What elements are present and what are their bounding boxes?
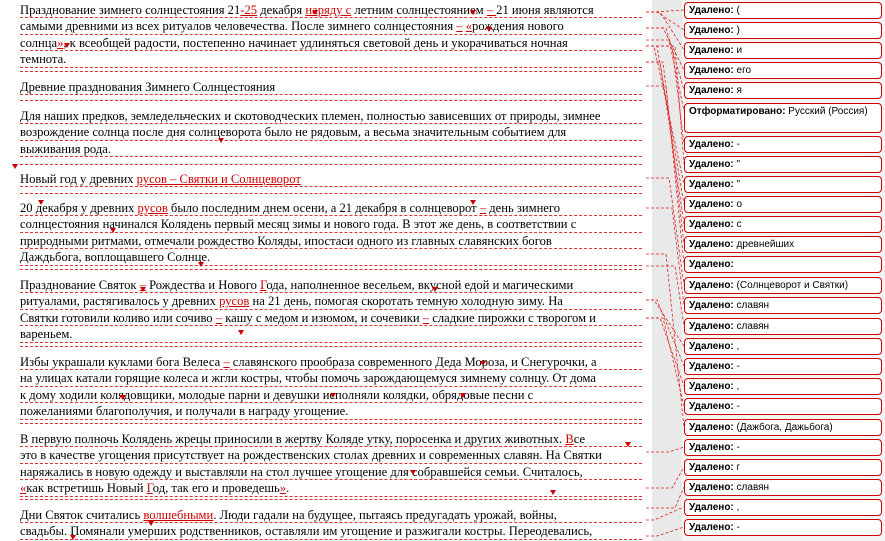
- text-line[interactable]: [20, 201, 642, 216]
- paragraph[interactable]: [20, 80, 642, 96]
- tracked-insertion: –: [479, 201, 487, 215]
- text-run: выживания рода.: [20, 141, 112, 156]
- text-line[interactable]: [20, 172, 642, 187]
- text-line[interactable]: [20, 294, 642, 309]
- text-line[interactable]: [20, 19, 642, 34]
- text-run: Празднование зимнего солнцестояния 21: [20, 3, 241, 17]
- tracked-insertion: –: [223, 355, 230, 369]
- text-run: Избы украшали куклами бога Велеса: [20, 355, 224, 369]
- balloon-value: -: [733, 361, 740, 372]
- text-line[interactable]: [20, 355, 642, 370]
- text-run: сладкие пирожки с творогом и: [429, 310, 596, 325]
- balloon-label: Удалено:: [689, 85, 734, 96]
- paragraph[interactable]: [20, 3, 642, 69]
- deletion-marker-icon[interactable]: [330, 393, 336, 398]
- deletion-balloon[interactable]: [684, 156, 882, 173]
- tracked-insertion: -25: [240, 3, 258, 17]
- deletion-marker-icon[interactable]: [460, 393, 466, 398]
- paragraph[interactable]: [20, 432, 642, 498]
- text-run: . Люди гадали на будущее, пытаясь предугадать урожай, войны,: [213, 508, 557, 522]
- deletion-marker-icon[interactable]: [470, 200, 476, 205]
- balloon-value: (Солнцеворот и Святки): [733, 280, 849, 291]
- text-run: темнота.: [20, 52, 67, 67]
- balloon-value: -: [733, 139, 740, 150]
- deletion-balloon[interactable]: [684, 42, 882, 59]
- balloon-label: Удалено:: [689, 401, 734, 412]
- balloon-value: -: [733, 442, 740, 453]
- balloon-value: я: [733, 85, 742, 96]
- text-run: солнцестояния начинался Колядень первый месяц зимы и нового года. В этот же день, в соответствии с: [20, 217, 577, 232]
- deletion-balloon[interactable]: [684, 439, 882, 456]
- balloon-value: -: [733, 522, 740, 533]
- text-line[interactable]: [20, 448, 642, 463]
- balloon-value: (Дажбога, Дажьбога): [733, 422, 833, 433]
- balloon-value: ": [733, 179, 741, 190]
- balloon-label: Удалено:: [689, 179, 734, 190]
- paragraph[interactable]: [20, 508, 642, 541]
- text-run: Для наших предков, земледельческих и скотоводческих племен, полностью зависевших от природы, зимнее: [20, 109, 601, 123]
- deletion-balloon[interactable]: [684, 398, 882, 415]
- text-run: Новый год у древних: [20, 172, 137, 186]
- balloon-label: Удалено:: [689, 259, 734, 270]
- text-run: к дому ходили колядовщики, молодые парни и девушки исполняли колядки, обрядовые песни с: [20, 387, 534, 402]
- balloon-value: и: [733, 45, 743, 56]
- balloon-label: Удалено:: [689, 280, 734, 291]
- deletion-marker-icon[interactable]: [625, 442, 631, 447]
- deletion-marker-icon[interactable]: [12, 164, 18, 169]
- text-line[interactable]: [20, 404, 642, 419]
- text-run: ода, наполненное весельем, вкусной едой и магическими: [266, 278, 574, 292]
- deletion-balloon[interactable]: [684, 216, 882, 233]
- balloon-value: славян: [733, 300, 770, 311]
- deletion-balloon[interactable]: [684, 256, 882, 273]
- markup-gutter: [652, 0, 682, 541]
- empty-paragraph[interactable]: [20, 163, 642, 165]
- balloon-label: Удалено:: [689, 5, 734, 16]
- balloon-label: Удалено:: [689, 361, 734, 372]
- tracked-insertion: Г: [146, 481, 153, 496]
- text-line[interactable]: [20, 524, 642, 539]
- text-line[interactable]: [20, 250, 642, 265]
- text-run: , к всеобщей радости, постепенно начинает удлиняться световой день и укорачиваться ночная: [63, 35, 568, 50]
- deletion-marker-icon[interactable]: [70, 535, 76, 540]
- text-run: это в качестве угощения присутствует на рождественских столах древних и современных славян. На Святки: [20, 448, 602, 463]
- text-run: 20 декабря у древних: [20, 201, 138, 215]
- deletion-marker-icon[interactable]: [120, 395, 126, 400]
- text-run: на 21 день, помогая скоротать темную холодную зиму. На: [249, 294, 563, 309]
- text-run: летним солнцестоянием: [351, 3, 487, 17]
- balloon-value: ": [733, 159, 741, 170]
- balloon-label: Удалено:: [689, 381, 734, 392]
- deletion-marker-icon[interactable]: [480, 361, 486, 366]
- text-run: Празднование Святок: [20, 278, 140, 292]
- deletion-marker-icon[interactable]: [410, 470, 416, 475]
- tracked-insertion: В: [565, 432, 574, 446]
- text-line[interactable]: [20, 508, 642, 523]
- text-run: рождения нового: [472, 19, 564, 34]
- balloon-value: -: [733, 401, 740, 412]
- text-line[interactable]: [20, 465, 642, 480]
- tracked-insertion: –: [215, 310, 223, 325]
- text-run: кашу с медом и изюмом, и сочевики: [222, 310, 423, 325]
- empty-paragraph[interactable]: [20, 345, 642, 347]
- text-run: солнца: [20, 35, 58, 50]
- paragraph[interactable]: [20, 201, 642, 267]
- balloon-value: ,: [733, 381, 740, 392]
- deletion-marker-icon[interactable]: [470, 10, 476, 15]
- text-run: природными ритмами, отмечали рождество Коляды, ипостаси одного из главных славянских богов: [20, 233, 552, 248]
- deletion-balloon[interactable]: [684, 459, 882, 476]
- balloon-label: Удалено:: [689, 219, 734, 230]
- text-run: вареньем.: [20, 327, 73, 342]
- balloon-value: г: [733, 462, 741, 473]
- text-run: свадьбы. Помянали умерших родственников, оставляли им угощение и разжигали костры. Переодевались,: [20, 524, 593, 539]
- balloon-label: Удалено:: [689, 139, 734, 150]
- balloon-label: Отформатировано:: [689, 106, 786, 117]
- tracked-insertion: «: [465, 19, 473, 34]
- balloon-label: Удалено:: [689, 442, 734, 453]
- balloon-value: славян: [733, 482, 770, 493]
- balloon-label: Удалено:: [689, 341, 734, 352]
- tracked-insertion: »: [279, 481, 287, 496]
- format-change-balloon[interactable]: [684, 103, 882, 133]
- balloon-label: Удалено:: [689, 502, 734, 513]
- text-line[interactable]: [20, 142, 642, 157]
- tracked-insertion: Г: [260, 278, 267, 292]
- balloon-label: Удалено:: [689, 199, 734, 210]
- paragraph[interactable]: [20, 278, 642, 344]
- text-line[interactable]: [20, 36, 642, 51]
- text-run: славянского прообраза современного Деда Мороза, и Снегурочки, а: [229, 355, 597, 369]
- deletion-balloon[interactable]: [684, 62, 882, 79]
- text-line[interactable]: [20, 80, 642, 95]
- balloon-label: Удалено:: [689, 239, 734, 250]
- text-run: наряжались в новую одежду и выставляли на стол лучшее угощение для собравшейся семьи. Считалось,: [20, 464, 583, 479]
- balloon-value: (: [733, 5, 740, 16]
- empty-paragraph[interactable]: [20, 70, 642, 72]
- empty-paragraph[interactable]: [20, 498, 642, 500]
- deletion-marker-icon[interactable]: [432, 287, 438, 292]
- text-run: было последним днем осени, а 21 декабря в солнцеворот: [167, 201, 480, 215]
- balloon-value: древнейших: [733, 239, 795, 250]
- deletion-marker-icon[interactable]: [38, 200, 44, 205]
- deletion-balloon[interactable]: [684, 519, 882, 536]
- deletion-balloon[interactable]: [684, 176, 882, 193]
- deletion-marker-icon[interactable]: [486, 27, 492, 32]
- tracked-insertion: русов: [137, 201, 168, 215]
- tracked-insertion: «: [20, 481, 27, 496]
- deletion-balloon[interactable]: [684, 82, 882, 99]
- text-run: од, так его и проведешь: [152, 481, 280, 496]
- text-run: ритуалами, растягивалось у древних: [20, 294, 220, 309]
- text-run: день зимнего: [486, 201, 561, 215]
- text-run: пожеланиями благополучия, и получали в награду угощение.: [20, 404, 349, 419]
- deletion-balloon[interactable]: [684, 236, 882, 253]
- text-run: декабря: [257, 3, 306, 17]
- text-line[interactable]: [20, 371, 642, 386]
- balloon-value: его: [733, 65, 752, 76]
- text-line[interactable]: [20, 278, 642, 293]
- balloon-value: о: [733, 199, 743, 210]
- deletion-marker-icon[interactable]: [64, 43, 70, 48]
- text-line[interactable]: [20, 125, 642, 140]
- deletion-marker-icon[interactable]: [238, 330, 244, 335]
- text-line[interactable]: [20, 234, 642, 249]
- text-line[interactable]: [20, 52, 642, 67]
- text-run: Древние празднования Зимнего Солнцестояния: [20, 80, 276, 94]
- text-run: Святки готовили коливо или сочиво: [20, 310, 216, 325]
- deletion-marker-icon[interactable]: [198, 262, 204, 267]
- tracked-insertion: наряду с: [305, 3, 352, 17]
- text-run: как встретишь Новый: [26, 481, 147, 496]
- deletion-balloon[interactable]: [684, 318, 882, 335]
- balloon-value: славян: [733, 321, 770, 332]
- paragraph[interactable]: [20, 355, 642, 421]
- text-line[interactable]: [20, 311, 642, 326]
- balloon-value: ): [733, 25, 740, 36]
- paragraph[interactable]: [20, 109, 642, 158]
- deletion-marker-icon[interactable]: [550, 490, 556, 495]
- text-run: возрождение солнца после дня солнцеворота было не рядовым, а весьма значительным событием для: [20, 125, 567, 140]
- text-run: 21 июня являются: [496, 3, 594, 17]
- balloon-label: Удалено:: [689, 159, 734, 170]
- empty-paragraph[interactable]: [20, 99, 642, 101]
- tracked-insertion: –: [422, 310, 430, 325]
- balloon-value: Русский (Россия): [785, 106, 868, 117]
- tracked-insertion: –: [456, 19, 463, 34]
- balloon-label: Удалено:: [689, 422, 734, 433]
- balloon-label: Удалено:: [689, 65, 734, 76]
- deletion-balloon[interactable]: [684, 499, 882, 516]
- balloon-value: ,: [733, 502, 740, 513]
- text-line[interactable]: [20, 432, 642, 447]
- balloon-label: Удалено:: [689, 25, 734, 36]
- text-run: самыми древними из всех ритуалов человечества. После зимнего солнцестояния: [20, 19, 457, 34]
- paragraph[interactable]: [20, 172, 642, 188]
- text-line[interactable]: [20, 481, 642, 496]
- deletion-balloon[interactable]: [684, 419, 882, 436]
- deletion-balloon[interactable]: [684, 297, 882, 314]
- text-run: Дни Святок считались: [20, 508, 144, 522]
- text-run: Рождества и Нового: [145, 278, 261, 292]
- tracked-insertion: русов: [219, 294, 250, 309]
- deletion-marker-icon[interactable]: [140, 287, 146, 292]
- balloon-label: Удалено:: [689, 321, 734, 332]
- deletion-balloon[interactable]: [684, 2, 882, 19]
- text-run: В первую полночь Колядень жрецы приносили в жертву Коляде утку, поросенка и других животных.: [20, 432, 566, 446]
- tracked-insertion: »: [57, 35, 64, 50]
- tracked-insertion: русов – Святки и Солнцеворот: [136, 172, 301, 186]
- tracked-insertion: –: [486, 3, 497, 17]
- deletion-balloon[interactable]: [684, 338, 882, 355]
- deletion-balloon[interactable]: [684, 378, 882, 395]
- balloon-value: с: [733, 219, 742, 230]
- balloon-label: Удалено:: [689, 482, 734, 493]
- deletion-balloon[interactable]: [684, 277, 882, 294]
- balloon-label: Удалено:: [689, 45, 734, 56]
- text-line[interactable]: [20, 3, 642, 18]
- empty-paragraph[interactable]: [20, 268, 642, 270]
- tracked-insertion: –: [139, 278, 146, 292]
- balloon-label: Удалено:: [689, 522, 734, 533]
- deletion-marker-icon[interactable]: [148, 521, 154, 526]
- deletion-balloon[interactable]: [684, 136, 882, 153]
- deletion-marker-icon[interactable]: [110, 228, 116, 233]
- text-run: Даждьбога, воплощавшего Солнце.: [20, 250, 211, 265]
- deletion-balloon[interactable]: [684, 22, 882, 39]
- deletion-balloon[interactable]: [684, 358, 882, 375]
- deletion-marker-icon[interactable]: [312, 10, 318, 15]
- empty-paragraph[interactable]: [20, 192, 642, 194]
- balloon-label: Удалено:: [689, 462, 734, 473]
- deletion-balloon[interactable]: [684, 479, 882, 496]
- empty-paragraph[interactable]: [20, 422, 642, 424]
- text-line[interactable]: [20, 109, 642, 124]
- text-run: .: [286, 481, 290, 496]
- text-run: се: [573, 432, 586, 446]
- deletion-marker-icon[interactable]: [218, 138, 224, 143]
- text-run: на улицах катали горящие колеса и жгли костры, чтобы помочь зарождающемуся зимнему солнцу. От дома: [20, 371, 597, 386]
- balloon-value: ,: [733, 341, 740, 352]
- balloon-label: Удалено:: [689, 300, 734, 311]
- text-line[interactable]: [20, 327, 642, 342]
- deletion-balloon[interactable]: [684, 196, 882, 213]
- tracked-insertion: волшебными: [143, 508, 214, 522]
